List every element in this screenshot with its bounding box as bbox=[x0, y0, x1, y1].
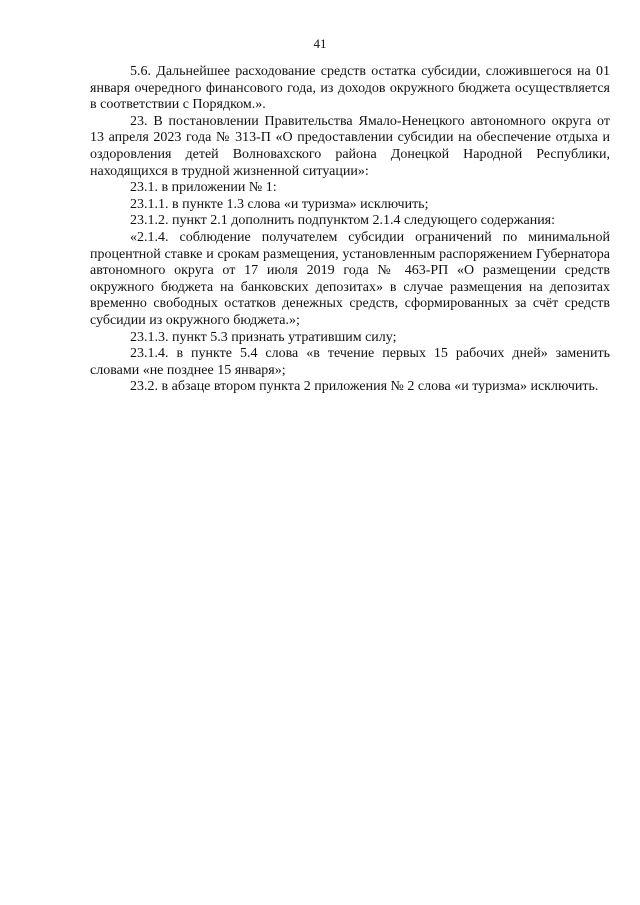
paragraph-23-1-4: 23.1.4. в пункте 5.4 слова «в течение первых 15 рабочих дней» заменить словами «не позднее 15 января»; bbox=[90, 346, 610, 378]
paragraph-23-2: 23.2. в абзаце втором пункта 2 приложения № 2 слова «и туризма» исключить. bbox=[130, 379, 599, 395]
paragraph-23-1-3: 23.1.3. пункт 5.3 признать утратившим силу; bbox=[130, 329, 397, 345]
paragraph-23: 23. В постановлении Правительства Ямало-Ненецкого автономного округа от 13 апреля 2023 года № 313-П «О предоставлении субсидии на обеспечение отдыха и оздоровления детей Волновахского района Донецкой Народной Республики, находящихся в трудной жизненной ситуации»: bbox=[90, 113, 610, 179]
paragraph-2-1-4: «2.1.4. соблюдение получателем субсидии ограничений по минимальной процентной ставке и срокам размещения, установленным распоряжением Губернатора автономного округа от 17 июля 2019 года № 463-РП «О размещении средств окружного бюджета на банковских депозитах» в случае размещения на депозитах временно свободных остатков денежных средств, сформированных за счёт средств субсидии из окружного бюджета.»; bbox=[90, 229, 610, 328]
paragraph-23-1-1: 23.1.1. в пункте 1.3 слова «и туризма» исключить; bbox=[130, 196, 429, 212]
paragraph-23-1-2: 23.1.2. пункт 2.1 дополнить подпунктом 2.1.4 следующего содержания: bbox=[130, 213, 556, 229]
paragraph-5-6: 5.6. Дальнейшее расходование средств остатка субсидии, сложившегося на 01 января очередного финансового года, из доходов окружного бюджета осуществляется в соответствии с Порядком.». bbox=[90, 64, 610, 113]
document-body bbox=[90, 64, 610, 396]
page-number: 41 bbox=[313, 36, 327, 51]
paragraph-23-1: 23.1. в приложении № 1: bbox=[130, 180, 277, 196]
